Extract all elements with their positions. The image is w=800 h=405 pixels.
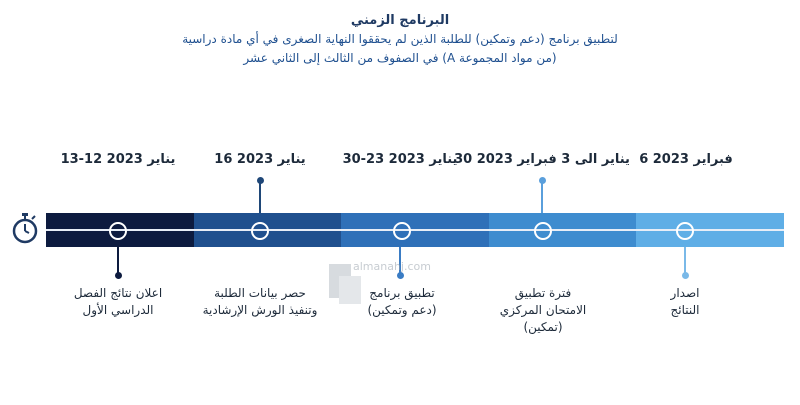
- watermark: [325, 258, 455, 338]
- timeline-node-3: [393, 222, 411, 240]
- date-1: 13-12 يناير 2023: [60, 152, 176, 167]
- page-title: البرنامج الزمني: [350, 13, 450, 28]
- watermark-logo-shape-2: [339, 276, 361, 304]
- date-3: 30-23 يناير 2023: [342, 152, 458, 167]
- step-label-5: اصدار النتائج: [670, 286, 700, 317]
- timeline-node-4: [534, 222, 552, 240]
- step-label-2: حصر بيانات الطلبة وتنفيذ الورش الإرشادية: [202, 286, 318, 317]
- connector-4: [541, 180, 543, 213]
- connector-dot-4: [539, 177, 546, 184]
- connector-dot-2: [257, 177, 264, 184]
- watermark-text: almanahj.com: [353, 260, 431, 273]
- subtitle-line-1: لتطبيق برنامج (دعم وتمكين) للطلبة الذين لم يحققوا النهاية الصغرى في أي مادة دراسية: [182, 32, 618, 46]
- timeline-node-1: [109, 222, 127, 240]
- step-label-1: اعلان نتائج الفصل الدراسي الأول: [73, 286, 163, 317]
- connector-1: [117, 247, 119, 275]
- step-label-3: تطبيق برنامج (دعم وتمكين): [367, 286, 437, 317]
- timeline-node-2: [251, 222, 269, 240]
- timeline-axis-line: [46, 229, 784, 231]
- connector-dot-5: [682, 272, 689, 279]
- connector-dot-1: [115, 272, 122, 279]
- date-5: 6 فبراير 2023: [639, 152, 733, 167]
- connector-5: [684, 247, 686, 275]
- step-label-4: فترة تطبيق الامتحان المركزي (تمكين): [499, 286, 587, 334]
- stopwatch-icon: [10, 212, 40, 244]
- header: [0, 12, 800, 68]
- timeline-node-5: [676, 222, 694, 240]
- connector-2: [259, 180, 261, 213]
- subtitle-line-2: (من مواد المجموعة A) في الصفوف من الثالث إلى الثاني عشر: [243, 51, 557, 65]
- date-2: 16 يناير 2023: [214, 152, 306, 167]
- date-4: 30 يناير الى 3 فبراير 2023: [454, 152, 630, 167]
